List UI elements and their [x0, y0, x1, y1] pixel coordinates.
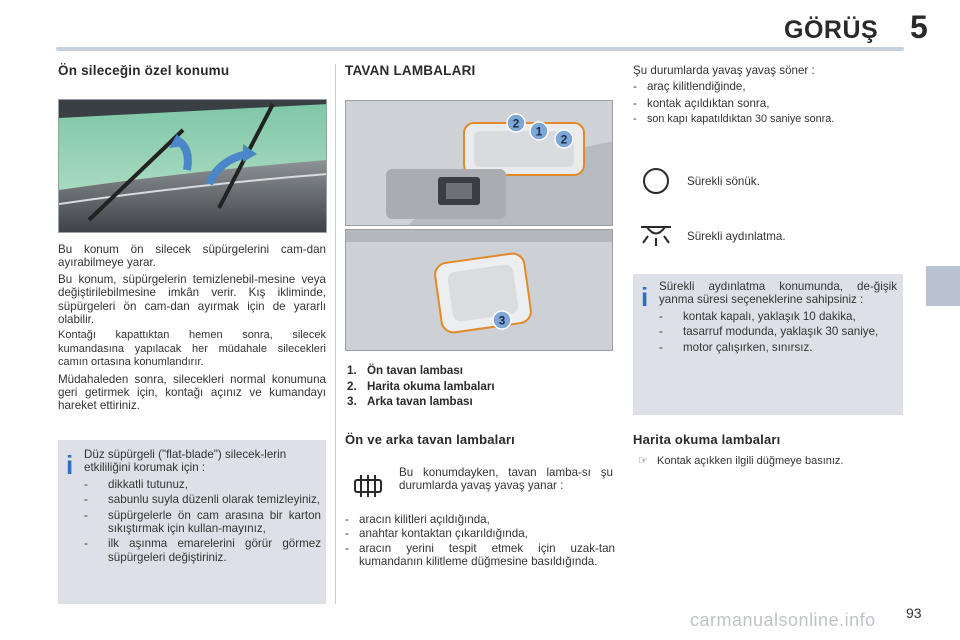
list-item: - sabunlu suyla düzenli olarak temizleyiniz,	[84, 493, 321, 506]
lamp-legend	[347, 363, 613, 410]
front-rear-list	[345, 513, 615, 570]
list-item: - tasarruf modunda, yaklaşık 30 saniye,	[659, 325, 897, 338]
list-item: - araç kilitlendiğinde,	[633, 80, 913, 93]
list-item: - kontak açıldıktan sonra,	[633, 97, 913, 110]
fade-list	[633, 80, 913, 126]
lamp-off-label: Sürekli sönük.	[687, 175, 760, 188]
duration-info-list	[659, 310, 897, 354]
duration-info-box	[633, 274, 903, 415]
list-item: - süpürgelerle ön cam arasına bir karton sıkıştırmak için kullan-mayınız,	[84, 509, 321, 536]
list-item: - ilk aşınma emarelerini görür görmez süpürgeleri değiştiriniz.	[84, 537, 321, 564]
list-item: - anahtar kontaktan çıkarıldığında,	[345, 527, 615, 540]
svg-text:3: 3	[498, 313, 506, 328]
lamp-on-icon	[638, 222, 674, 250]
legend-item: 3. Arka tavan lambası	[347, 395, 473, 408]
svg-text:2: 2	[512, 116, 520, 131]
door-mode-text: Bu konumdayken, tavan lamba-sı şu durumlarda yavaş yavaş yanar :	[399, 466, 613, 493]
info-icon: i	[66, 450, 74, 480]
duration-info-text	[659, 280, 897, 356]
duration-info-intro: Sürekli aydınlatma konumunda, de-ğişik yanma süresi seçeneklerine sahipsiniz :	[659, 280, 897, 307]
wiper-photo	[58, 99, 327, 233]
wiper-info-text	[84, 448, 321, 566]
wiper-description	[58, 243, 326, 416]
lamp-off-icon	[643, 168, 669, 194]
wiper-paragraph: Bu konum ön silecek süpürgelerini cam-dan ayırabilmeye yarar.	[58, 243, 326, 270]
wiper-heading: Ön sileceğin özel konumu	[58, 63, 230, 78]
lamp-callout-1	[530, 122, 548, 140]
lamp-on-label: Sürekli aydınlatma.	[687, 230, 786, 243]
lamps-heading: TAVAN LAMBALARI	[345, 63, 476, 78]
list-item: - son kapı kapatıldıktan 30 saniye sonra.	[633, 113, 913, 126]
list-item: - dikkatli tutunuz,	[84, 478, 321, 491]
fade-intro: Şu durumlarda yavaş yavaş söner :	[633, 64, 815, 77]
svg-text:2: 2	[560, 132, 568, 147]
map-heading: Harita okuma lambaları	[633, 432, 781, 447]
watermark: carmanualsonline.info	[690, 610, 876, 630]
lamp-callout-3	[493, 311, 511, 329]
chapter-title: GÖRÜŞ	[784, 16, 879, 44]
wiper-paragraph: Müdahaleden sonra, silecekleri normal konumuna geri getirmek için, kontağı açınız ve kumandayı hareket ettiriniz.	[58, 372, 326, 413]
page-number: 93	[906, 605, 922, 621]
fade-section	[633, 64, 913, 128]
chapter-side-tab	[926, 266, 960, 306]
front-rear-heading: Ön ve arka tavan lambaları	[345, 432, 515, 447]
rear-courtesy-lamp-illustration	[346, 230, 613, 351]
list-item: - kontak kapalı, yaklaşık 10 dakika,	[659, 310, 897, 323]
map-instruction: Kontak açıkken ilgili düğmeye basınız.	[657, 455, 844, 467]
list-item: - aracın yerini tespit etmek için uzak-tan kumandanın kilitleme düğmesine basıldığında.	[345, 542, 615, 569]
svg-text:1: 1	[535, 124, 543, 139]
list-item: - motor çalışırken, sınırsız.	[659, 341, 897, 354]
wiper-paragraph: Bu konum, süpürgelerin temizlenebil-mesine veya değiştirilebilmesine imkân verir. Kış ikliminde, süpürgeleri ön cam-dan ayırmak için de yararlı olabilir.	[58, 272, 326, 327]
front-courtesy-lamp-illustration	[346, 101, 613, 226]
list-item: - aracın kilitleri açıldığında,	[345, 513, 615, 526]
info-icon: i	[641, 282, 649, 312]
pointing-hand-icon: ☞	[638, 455, 648, 467]
lamp-callout-2-left	[507, 114, 525, 132]
wiper-info-intro: Düz süpürgeli ("flat-blade") silecek-lerin etkililiğini korumak için :	[84, 448, 287, 475]
wiper-info-list	[84, 478, 321, 564]
lamp-callout-2-right	[555, 130, 573, 148]
rear-lamp-photo	[345, 229, 613, 351]
wiper-info-box	[58, 440, 326, 604]
header-rule	[56, 47, 904, 51]
windscreen-wiper-illustration	[59, 100, 327, 233]
column-divider	[335, 64, 336, 604]
legend-item: 2. Harita okuma lambaları	[347, 379, 495, 393]
wiper-paragraph: Kontağı kapattıktan hemen sonra, silecek kumandasına yapılacak her müdahale silecekleri camın ortasına konumlandırır.	[58, 329, 326, 369]
door-mode-icon	[350, 472, 386, 500]
chapter-number: 5	[910, 9, 928, 45]
front-lamp-photo	[345, 100, 613, 226]
legend-item: 1. Ön tavan lambası	[347, 364, 464, 377]
